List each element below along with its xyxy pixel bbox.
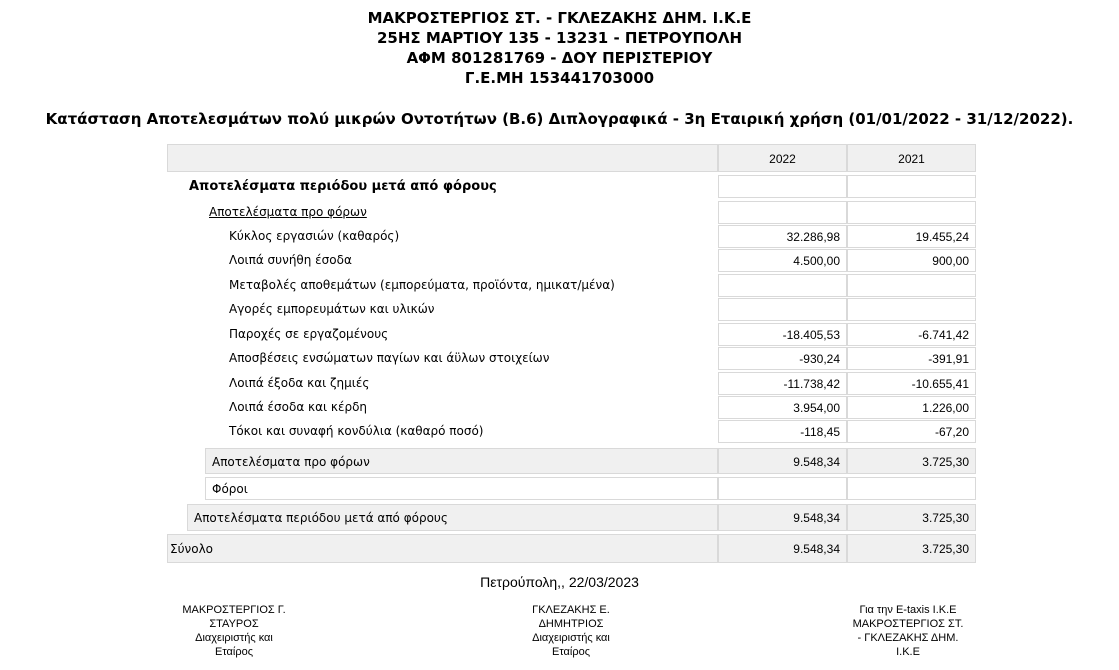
table-row <box>167 175 976 198</box>
table-row <box>167 298 976 321</box>
signature-line: Διαχειριστής και <box>532 632 610 644</box>
row-value-2022: 4.500,00 <box>718 249 847 272</box>
row-value-2022 <box>718 274 847 297</box>
table-row <box>167 274 976 297</box>
row-label: Αποσβέσεις ενσώματων παγίων και άϋλων στοιχείων <box>229 351 550 365</box>
row-value-2022: -11.738,42 <box>718 372 847 395</box>
row-label: Αγορές εμπορευμάτων και υλικών <box>229 302 435 316</box>
row-value-2022 <box>718 201 847 224</box>
row-value-2022: -930,24 <box>718 347 847 370</box>
company-address: 25ΗΣ ΜΑΡΤΙΟΥ 135 - 13231 - ΠΕΤΡΟΥΠΟΛΗ <box>376 29 743 47</box>
signature-line: ΓΚΛΕΖΑΚΗΣ Ε. <box>532 604 610 616</box>
table-row <box>167 225 976 248</box>
row-value-2022 <box>718 477 847 500</box>
row-label: Λοιπά έξοδα και ζημιές <box>229 376 370 390</box>
row-value-2021: 3.725,30 <box>847 534 976 563</box>
row-value-2022: 9.548,34 <box>718 448 847 474</box>
signature-block <box>486 603 656 659</box>
row-value-2021: 900,00 <box>847 249 976 272</box>
company-gemi: Γ.Ε.ΜΗ 153441703000 <box>464 69 655 87</box>
signature-line: - ΓΚΛΕΖΑΚΗΣ ΔΗΜ. <box>857 632 959 644</box>
table-header-label-cell <box>167 144 718 172</box>
table-header-row <box>167 144 976 172</box>
signature-block <box>149 603 319 659</box>
row-value-2022 <box>718 298 847 321</box>
row-label: Παροχές σε εργαζομένους <box>229 327 389 341</box>
row-label: Αποτελέσματα προ φόρων <box>209 205 367 219</box>
signature-line: ΜΑΚΡΟΣΤΕΡΓΙΟΣ ΣΤ. <box>852 618 964 630</box>
table-row <box>167 347 976 370</box>
row-label: Τόκοι και συναφή κονδύλια (καθαρό ποσό) <box>229 424 484 438</box>
signature-block <box>823 603 993 659</box>
signature-line: Διαχειριστής και <box>195 632 273 644</box>
row-value-2022: -18.405,53 <box>718 323 847 346</box>
row-value-2021: -391,91 <box>847 347 976 370</box>
signature-line: Για την E-taxis Ι.Κ.Ε <box>859 604 957 616</box>
row-label: Λοιπά έσοδα και κέρδη <box>229 400 368 414</box>
row-label: Κύκλος εργασιών (καθαρός) <box>229 229 400 243</box>
row-value-2021: 1.226,00 <box>847 396 976 419</box>
row-label: Αποτελέσματα προ φόρων <box>205 448 718 474</box>
signature-line: ΣΤΑΥΡΟΣ <box>209 618 259 630</box>
row-value-2022: 9.548,34 <box>718 504 847 531</box>
row-value-2021 <box>847 274 976 297</box>
row-label: Σύνολο <box>167 534 718 563</box>
row-value-2021: -67,20 <box>847 420 976 443</box>
row-value-2022: 3.954,00 <box>718 396 847 419</box>
row-label: Φόροι <box>205 477 718 500</box>
table-row <box>167 477 976 500</box>
row-value-2022 <box>718 175 847 198</box>
row-value-2021 <box>847 201 976 224</box>
row-value-2021 <box>847 298 976 321</box>
row-value-2021 <box>847 477 976 500</box>
signature-line: ΜΑΚΡΟΣΤΕΡΓΙΟΣ Γ. <box>182 604 286 616</box>
row-value-2021: 3.725,30 <box>847 448 976 474</box>
table-row <box>167 504 976 531</box>
signature-line: ΔΗΜΗΤΡΙΟΣ <box>538 618 604 630</box>
table-row <box>167 448 976 474</box>
signature-line: Εταίρος <box>214 646 253 658</box>
row-value-2021: -6.741,42 <box>847 323 976 346</box>
row-value-2021: -10.655,41 <box>847 372 976 395</box>
year-2022-header: 2022 <box>718 144 847 172</box>
table-row <box>167 420 976 443</box>
statement-title: Κατάσταση Αποτελεσμάτων πολύ μικρών Οντοτήτων (Β.6) Διπλογραφικά - 3η Εταιρική χρήση (01/01/2022 - 31/12/2022). <box>45 110 1074 128</box>
signature-line: Εταίρος <box>551 646 590 658</box>
company-name: ΜΑΚΡΟΣΤΕΡΓΙΟΣ ΣΤ. - ΓΚΛΕΖΑΚΗΣ ΔΗΜ. Ι.Κ.Ε <box>367 9 752 27</box>
row-value-2022: 9.548,34 <box>718 534 847 563</box>
table-row <box>167 249 976 272</box>
row-label: Αποτελέσματα περιόδου μετά από φόρους <box>187 504 718 531</box>
row-value-2021: 3.725,30 <box>847 504 976 531</box>
signature-line: Ι.Κ.Ε <box>896 646 920 658</box>
row-value-2022: 32.286,98 <box>718 225 847 248</box>
year-2021-header: 2021 <box>847 144 976 172</box>
place-and-date: Πετρούπολη,, 22/03/2023 <box>480 574 639 590</box>
table-row <box>167 396 976 419</box>
row-value-2022: -118,45 <box>718 420 847 443</box>
row-value-2021: 19.455,24 <box>847 225 976 248</box>
company-tax-id: ΑΦΜ 801281769 - ΔΟΥ ΠΕΡΙΣΤΕΡΙΟΥ <box>406 49 713 67</box>
row-label: Λοιπά συνήθη έσοδα <box>229 253 352 267</box>
row-value-2021 <box>847 175 976 198</box>
row-label: Μεταβολές αποθεμάτων (εμπορεύματα, προϊόντα, ημικατ/μένα) <box>229 278 615 292</box>
table-row <box>167 372 976 395</box>
row-label: Αποτελέσματα περιόδου μετά από φόρους <box>183 175 718 198</box>
table-row <box>167 201 976 224</box>
table-row <box>167 534 976 563</box>
table-row <box>167 323 976 346</box>
